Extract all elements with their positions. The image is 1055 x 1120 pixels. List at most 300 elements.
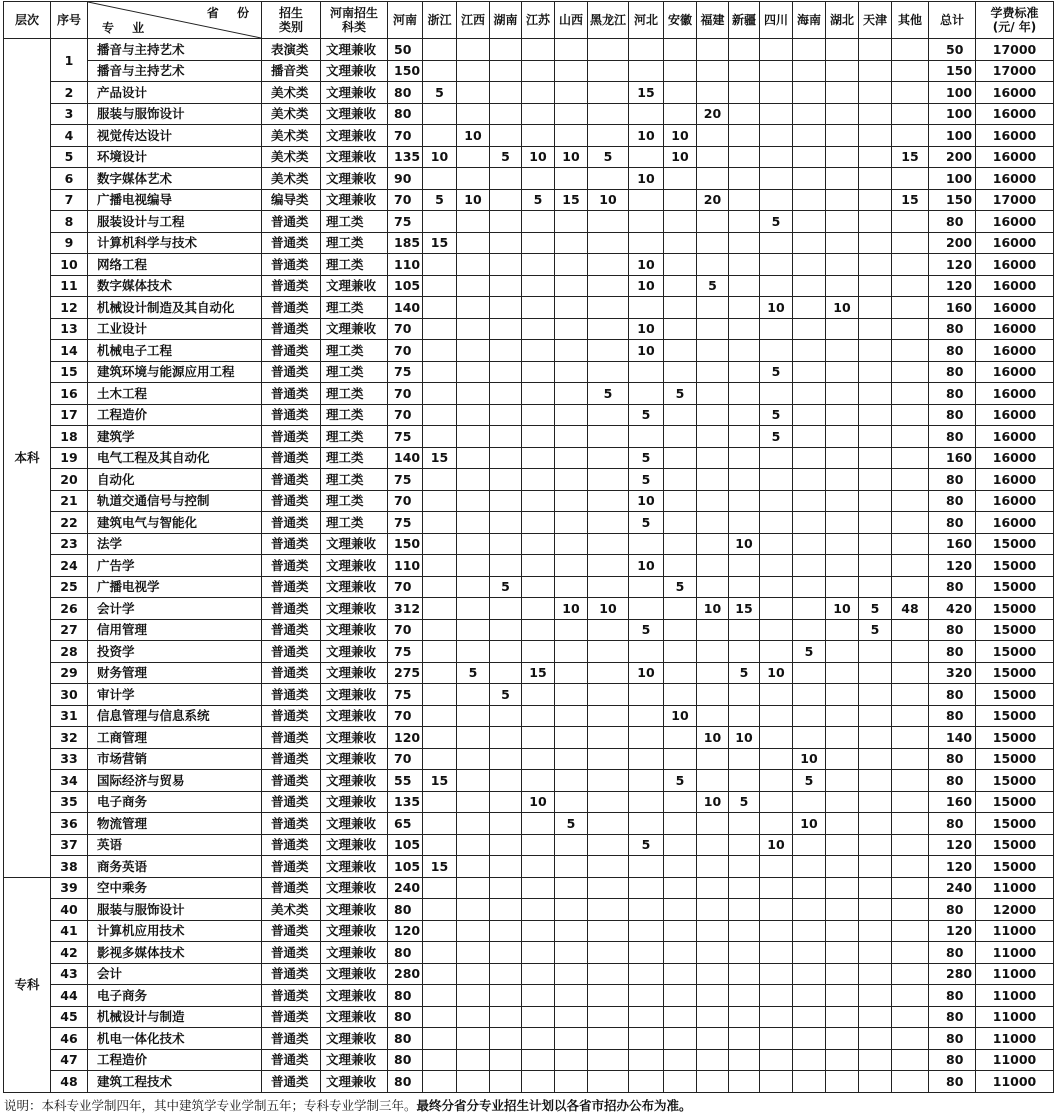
quota-cell-hubei	[826, 426, 859, 448]
henan-type-cell: 理工类	[321, 340, 388, 362]
quota-cell-zhejiang	[423, 361, 457, 383]
quota-cell-fujian	[697, 748, 729, 770]
henan-type-cell: 文理兼收	[321, 748, 388, 770]
quota-cell-hainan	[793, 146, 826, 168]
henan-type-cell: 文理兼收	[321, 103, 388, 125]
category-cell: 普通类	[262, 512, 321, 534]
quota-cell-other	[892, 576, 929, 598]
quota-cell-jiangsu	[522, 447, 555, 469]
quota-cell-henan: 80	[388, 1028, 423, 1050]
quota-cell-anhui	[664, 39, 697, 61]
henan-type-cell: 文理兼收	[321, 770, 388, 792]
quota-cell-shanxi	[555, 684, 588, 706]
quota-cell-anhui	[664, 985, 697, 1007]
row-number-cell: 4	[51, 125, 88, 147]
quota-cell-tianjin	[859, 576, 892, 598]
quota-cell-hainan	[793, 82, 826, 104]
row-number-cell: 33	[51, 748, 88, 770]
category-cell: 普通类	[262, 770, 321, 792]
quota-cell-zhejiang	[423, 555, 457, 577]
quota-cell-xinjiang	[729, 1071, 760, 1093]
quota-cell-other	[892, 103, 929, 125]
quota-cell-anhui	[664, 1028, 697, 1050]
quota-cell-anhui	[664, 533, 697, 555]
quota-cell-sichuan	[760, 533, 793, 555]
quota-cell-hunan	[490, 1049, 522, 1071]
quota-cell-shanxi	[555, 1028, 588, 1050]
tuition-cell: 15000	[976, 662, 1054, 684]
quota-cell-hubei	[826, 791, 859, 813]
major-cell: 服装设计与工程	[88, 211, 262, 233]
quota-cell-jiangxi	[457, 920, 490, 942]
header-province-anhui: 安徽	[664, 2, 697, 39]
quota-cell-sichuan	[760, 318, 793, 340]
quota-cell-jiangsu	[522, 727, 555, 749]
quota-cell-other	[892, 404, 929, 426]
quota-cell-jiangsu	[522, 383, 555, 405]
total-cell: 160	[929, 533, 976, 555]
quota-cell-jiangsu	[522, 1006, 555, 1028]
quota-cell-other	[892, 727, 929, 749]
tuition-cell: 11000	[976, 1071, 1054, 1093]
category-cell: 美术类	[262, 899, 321, 921]
table-row	[4, 512, 1054, 534]
quota-cell-hunan	[490, 619, 522, 641]
table-row	[4, 125, 1054, 147]
quota-cell-hebei	[629, 1071, 664, 1093]
quota-cell-hunan	[490, 447, 522, 469]
quota-cell-tianjin	[859, 985, 892, 1007]
quota-cell-zhejiang	[423, 877, 457, 899]
category-cell: 普通类	[262, 985, 321, 1007]
quota-cell-jiangxi	[457, 1049, 490, 1071]
tuition-cell: 15000	[976, 641, 1054, 663]
quota-cell-shanxi	[555, 447, 588, 469]
quota-cell-hunan	[490, 877, 522, 899]
quota-cell-zhejiang	[423, 942, 457, 964]
quota-cell-jiangsu	[522, 318, 555, 340]
quota-cell-jiangxi	[457, 1006, 490, 1028]
quota-cell-xinjiang	[729, 963, 760, 985]
quota-cell-sichuan	[760, 899, 793, 921]
table-row	[4, 985, 1054, 1007]
table-row	[4, 39, 1054, 61]
quota-cell-shanxi	[555, 963, 588, 985]
quota-cell-hunan	[490, 1006, 522, 1028]
quota-cell-hunan	[490, 1028, 522, 1050]
quota-cell-zhejiang	[423, 813, 457, 835]
major-cell: 会计	[88, 963, 262, 985]
quota-cell-hubei	[826, 727, 859, 749]
quota-cell-sichuan	[760, 576, 793, 598]
total-cell: 120	[929, 856, 976, 878]
quota-cell-henan: 150	[388, 60, 423, 82]
table-row	[4, 60, 1054, 82]
row-number-cell: 6	[51, 168, 88, 190]
header-category-line2: 类别	[278, 20, 303, 34]
quota-cell-jiangxi	[457, 705, 490, 727]
quota-cell-jiangxi	[457, 275, 490, 297]
quota-cell-hunan	[490, 641, 522, 663]
quota-cell-henan: 70	[388, 318, 423, 340]
quota-cell-henan: 80	[388, 985, 423, 1007]
quota-cell-henan: 65	[388, 813, 423, 835]
major-cell: 机械设计与制造	[88, 1006, 262, 1028]
henan-type-cell: 文理兼收	[321, 1071, 388, 1093]
table-row	[4, 318, 1054, 340]
major-cell: 商务英语	[88, 856, 262, 878]
quota-cell-jiangsu	[522, 770, 555, 792]
quota-cell-tianjin	[859, 1071, 892, 1093]
quota-cell-sichuan	[760, 103, 793, 125]
quota-cell-hebei	[629, 791, 664, 813]
quota-cell-fujian	[697, 770, 729, 792]
row-number-cell: 10	[51, 254, 88, 276]
quota-cell-jiangxi: 10	[457, 189, 490, 211]
quota-cell-hunan	[490, 834, 522, 856]
quota-cell-anhui	[664, 748, 697, 770]
quota-cell-fujian	[697, 877, 729, 899]
table-row	[4, 641, 1054, 663]
row-number-cell: 7	[51, 189, 88, 211]
quota-cell-other	[892, 469, 929, 491]
quota-cell-tianjin	[859, 254, 892, 276]
quota-cell-shanxi	[555, 1049, 588, 1071]
quota-cell-jiangxi	[457, 490, 490, 512]
quota-cell-xinjiang	[729, 168, 760, 190]
quota-cell-zhejiang	[423, 662, 457, 684]
quota-cell-zhejiang	[423, 1006, 457, 1028]
quota-cell-hebei	[629, 426, 664, 448]
quota-cell-hunan	[490, 813, 522, 835]
quota-cell-hunan	[490, 383, 522, 405]
quota-cell-sichuan	[760, 146, 793, 168]
major-cell: 服装与服饰设计	[88, 899, 262, 921]
quota-cell-hubei	[826, 555, 859, 577]
row-number-cell: 28	[51, 641, 88, 663]
quota-cell-anhui	[664, 103, 697, 125]
quota-cell-jiangsu	[522, 619, 555, 641]
table-row	[4, 920, 1054, 942]
quota-cell-sichuan	[760, 490, 793, 512]
henan-type-cell: 文理兼收	[321, 877, 388, 899]
quota-cell-hebei: 10	[629, 125, 664, 147]
major-cell: 投资学	[88, 641, 262, 663]
total-cell: 80	[929, 684, 976, 706]
quota-cell-heilongjiang	[588, 791, 629, 813]
table-row	[4, 1049, 1054, 1071]
quota-cell-hebei: 10	[629, 555, 664, 577]
quota-cell-shanxi	[555, 168, 588, 190]
quota-cell-heilongjiang	[588, 297, 629, 319]
table-row	[4, 705, 1054, 727]
row-number-cell: 30	[51, 684, 88, 706]
quota-cell-hunan	[490, 598, 522, 620]
quota-cell-henan: 75	[388, 641, 423, 663]
total-cell: 80	[929, 340, 976, 362]
quota-cell-sichuan	[760, 232, 793, 254]
quota-cell-anhui	[664, 361, 697, 383]
row-number-cell: 13	[51, 318, 88, 340]
quota-cell-fujian	[697, 1049, 729, 1071]
total-cell: 120	[929, 834, 976, 856]
quota-cell-xinjiang	[729, 684, 760, 706]
quota-cell-xinjiang	[729, 103, 760, 125]
quota-cell-heilongjiang	[588, 404, 629, 426]
total-cell: 200	[929, 146, 976, 168]
quota-cell-hainan: 10	[793, 748, 826, 770]
quota-cell-hainan	[793, 232, 826, 254]
quota-cell-hainan	[793, 254, 826, 276]
quota-cell-heilongjiang	[588, 662, 629, 684]
tuition-cell: 16000	[976, 490, 1054, 512]
total-cell: 80	[929, 1071, 976, 1093]
header-henan-type-line1: 河南招生	[329, 6, 378, 20]
quota-cell-xinjiang	[729, 748, 760, 770]
quota-cell-henan: 312	[388, 598, 423, 620]
quota-cell-tianjin	[859, 641, 892, 663]
quota-cell-hainan	[793, 1028, 826, 1050]
tuition-cell: 15000	[976, 770, 1054, 792]
quota-cell-hainan	[793, 920, 826, 942]
quota-cell-zhejiang	[423, 39, 457, 61]
quota-cell-tianjin	[859, 942, 892, 964]
table-row	[4, 748, 1054, 770]
quota-cell-sichuan	[760, 856, 793, 878]
quota-cell-other	[892, 1049, 929, 1071]
quota-cell-heilongjiang	[588, 1049, 629, 1071]
tuition-cell: 15000	[976, 791, 1054, 813]
henan-type-cell: 理工类	[321, 490, 388, 512]
tuition-cell: 16000	[976, 254, 1054, 276]
quota-cell-hunan: 5	[490, 146, 522, 168]
quota-cell-hunan	[490, 340, 522, 362]
quota-cell-anhui	[664, 920, 697, 942]
quota-cell-heilongjiang: 5	[588, 383, 629, 405]
row-number-cell: 41	[51, 920, 88, 942]
quota-cell-shanxi	[555, 533, 588, 555]
henan-type-cell: 文理兼收	[321, 318, 388, 340]
quota-cell-hainan	[793, 383, 826, 405]
quota-cell-sichuan: 5	[760, 361, 793, 383]
quota-cell-zhejiang	[423, 791, 457, 813]
quota-cell-fujian	[697, 920, 729, 942]
quota-cell-tianjin: 5	[859, 619, 892, 641]
tuition-cell: 16000	[976, 211, 1054, 233]
major-cell: 建筑工程技术	[88, 1071, 262, 1093]
quota-cell-zhejiang	[423, 533, 457, 555]
quota-cell-other	[892, 1071, 929, 1093]
quota-cell-sichuan	[760, 125, 793, 147]
quota-cell-sichuan	[760, 447, 793, 469]
quota-cell-heilongjiang	[588, 1028, 629, 1050]
quota-cell-heilongjiang	[588, 533, 629, 555]
quota-cell-hubei	[826, 834, 859, 856]
quota-cell-heilongjiang	[588, 103, 629, 125]
tuition-cell: 15000	[976, 598, 1054, 620]
henan-type-cell: 文理兼收	[321, 146, 388, 168]
quota-cell-jiangxi	[457, 598, 490, 620]
tuition-cell: 16000	[976, 82, 1054, 104]
header-province-hainan: 海南	[793, 2, 826, 39]
quota-cell-shanxi: 10	[555, 146, 588, 168]
quota-cell-jiangsu	[522, 598, 555, 620]
major-cell: 视觉传达设计	[88, 125, 262, 147]
quota-cell-jiangxi	[457, 39, 490, 61]
quota-cell-tianjin	[859, 1028, 892, 1050]
quota-cell-hubei	[826, 748, 859, 770]
table-row	[4, 662, 1054, 684]
quota-cell-heilongjiang	[588, 856, 629, 878]
quota-cell-zhejiang	[423, 834, 457, 856]
quota-cell-henan: 80	[388, 103, 423, 125]
quota-cell-other	[892, 770, 929, 792]
quota-cell-sichuan	[760, 813, 793, 835]
category-cell: 普通类	[262, 297, 321, 319]
header-province-henan: 河南	[388, 2, 423, 39]
quota-cell-hubei	[826, 985, 859, 1007]
quota-cell-zhejiang	[423, 490, 457, 512]
total-cell: 120	[929, 254, 976, 276]
row-number-cell: 2	[51, 82, 88, 104]
category-cell: 普通类	[262, 662, 321, 684]
quota-cell-fujian	[697, 340, 729, 362]
quota-cell-hebei	[629, 899, 664, 921]
quota-cell-henan: 150	[388, 533, 423, 555]
quota-cell-anhui	[664, 404, 697, 426]
table-row	[4, 770, 1054, 792]
major-cell: 财务管理	[88, 662, 262, 684]
quota-cell-hunan	[490, 512, 522, 534]
quota-cell-jiangsu	[522, 963, 555, 985]
quota-cell-heilongjiang	[588, 469, 629, 491]
quota-cell-jiangsu	[522, 555, 555, 577]
total-cell: 120	[929, 275, 976, 297]
tuition-cell: 16000	[976, 512, 1054, 534]
quota-cell-other	[892, 748, 929, 770]
quota-cell-anhui	[664, 834, 697, 856]
tuition-cell: 15000	[976, 576, 1054, 598]
quota-cell-hainan	[793, 275, 826, 297]
quota-cell-hainan	[793, 684, 826, 706]
quota-cell-jiangsu: 10	[522, 146, 555, 168]
quota-cell-jiangsu: 5	[522, 189, 555, 211]
henan-type-cell: 文理兼收	[321, 1028, 388, 1050]
quota-cell-zhejiang	[423, 103, 457, 125]
quota-cell-xinjiang	[729, 985, 760, 1007]
quota-cell-other	[892, 555, 929, 577]
quota-cell-anhui	[664, 469, 697, 491]
quota-cell-other	[892, 619, 929, 641]
category-cell: 普通类	[262, 447, 321, 469]
quota-cell-hubei	[826, 1071, 859, 1093]
quota-cell-hainan	[793, 705, 826, 727]
header-tuition	[976, 2, 1054, 39]
quota-cell-other	[892, 1006, 929, 1028]
header-major-province	[88, 2, 262, 39]
quota-cell-hebei: 5	[629, 404, 664, 426]
row-number-cell: 47	[51, 1049, 88, 1071]
quota-cell-other	[892, 340, 929, 362]
quota-cell-henan: 110	[388, 555, 423, 577]
quota-cell-henan: 105	[388, 856, 423, 878]
henan-type-cell: 文理兼收	[321, 1049, 388, 1071]
header-no: 序号	[51, 2, 88, 39]
quota-cell-hubei	[826, 318, 859, 340]
quota-cell-anhui	[664, 963, 697, 985]
quota-cell-xinjiang	[729, 254, 760, 276]
quota-cell-xinjiang	[729, 576, 760, 598]
quota-cell-hainan	[793, 963, 826, 985]
quota-cell-hainan	[793, 340, 826, 362]
quota-cell-xinjiang	[729, 705, 760, 727]
quota-cell-xinjiang	[729, 146, 760, 168]
quota-cell-sichuan	[760, 254, 793, 276]
quota-cell-jiangxi	[457, 383, 490, 405]
tuition-cell: 16000	[976, 168, 1054, 190]
quota-cell-hebei	[629, 877, 664, 899]
quota-cell-anhui	[664, 447, 697, 469]
table-row	[4, 684, 1054, 706]
quota-cell-hebei	[629, 103, 664, 125]
header-total: 总计	[929, 2, 976, 39]
quota-cell-zhejiang	[423, 985, 457, 1007]
quota-cell-other	[892, 39, 929, 61]
tuition-cell: 11000	[976, 985, 1054, 1007]
quota-cell-hebei	[629, 770, 664, 792]
tuition-cell: 12000	[976, 899, 1054, 921]
quota-cell-hunan	[490, 361, 522, 383]
quota-cell-sichuan	[760, 512, 793, 534]
quota-cell-zhejiang	[423, 340, 457, 362]
tuition-cell: 11000	[976, 1028, 1054, 1050]
quota-cell-zhejiang: 5	[423, 82, 457, 104]
quota-cell-zhejiang	[423, 254, 457, 276]
table-row	[4, 963, 1054, 985]
quota-cell-hubei	[826, 641, 859, 663]
major-cell: 会计学	[88, 598, 262, 620]
quota-cell-hubei	[826, 1049, 859, 1071]
quota-cell-sichuan	[760, 748, 793, 770]
category-cell: 美术类	[262, 103, 321, 125]
quota-cell-hubei	[826, 1006, 859, 1028]
quota-cell-hebei	[629, 748, 664, 770]
row-number-cell: 42	[51, 942, 88, 964]
quota-cell-hunan	[490, 899, 522, 921]
header-row	[4, 2, 1054, 39]
major-cell: 服装与服饰设计	[88, 103, 262, 125]
quota-cell-jiangxi	[457, 469, 490, 491]
quota-cell-jiangsu	[522, 426, 555, 448]
quota-cell-hubei	[826, 813, 859, 835]
quota-cell-anhui	[664, 555, 697, 577]
quota-cell-hebei	[629, 684, 664, 706]
quota-cell-jiangsu	[522, 361, 555, 383]
quota-cell-jiangxi	[457, 619, 490, 641]
quota-cell-heilongjiang	[588, 82, 629, 104]
quota-cell-jiangsu	[522, 899, 555, 921]
quota-cell-jiangxi: 5	[457, 662, 490, 684]
quota-cell-henan: 75	[388, 469, 423, 491]
major-cell: 工商管理	[88, 727, 262, 749]
quota-cell-other	[892, 168, 929, 190]
quota-cell-other	[892, 275, 929, 297]
quota-cell-hainan	[793, 512, 826, 534]
quota-cell-hebei	[629, 297, 664, 319]
quota-cell-other: 48	[892, 598, 929, 620]
quota-cell-hebei: 10	[629, 318, 664, 340]
quota-cell-fujian	[697, 254, 729, 276]
